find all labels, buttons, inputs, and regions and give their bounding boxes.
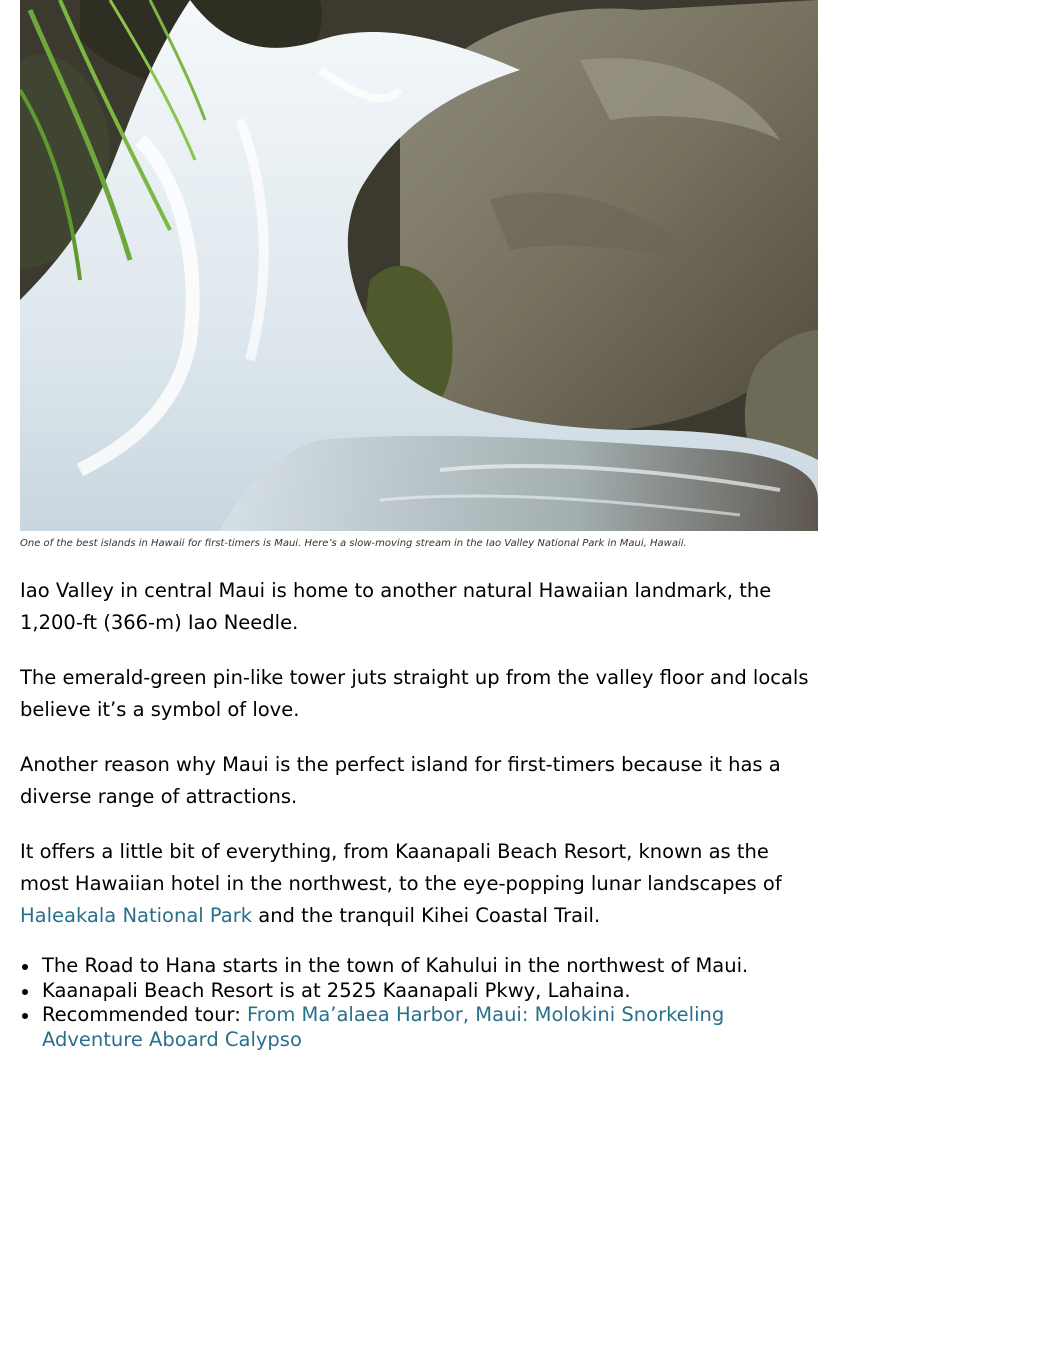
paragraph-attractions: [20, 836, 818, 932]
list-item: [20, 954, 818, 979]
list-item-road-to-hana: The Road to Hana starts in the town of Kahului in the northwest of Maui.: [42, 954, 749, 977]
haleakala-national-park-link[interactable]: Haleakala National Park: [20, 904, 253, 927]
list-item-kaanapali-address: Kaanapali Beach Resort is at 2525 Kaanapali Pkwy, Lahaina.: [42, 978, 631, 1002]
bullet-icon: [22, 989, 28, 995]
paragraph-maui-reason: Another reason why Maui is the perfect island for first-timers because it has a diverse range of attractions.: [20, 753, 781, 808]
molokini-snorkeling-tour-link[interactable]: From Ma’alaea Harbor, Maui: Molokini Snorkeling Adventure Aboard Calypso: [42, 1003, 725, 1051]
list-item: [20, 1003, 818, 1052]
paragraph-attractions-text-before: It offers a little bit of everything, from Kaanapali Beach Resort, known as the most Hawaiian hotel in the northwest, to the eye-popping lunar landscapes of: [20, 840, 782, 895]
bullet-icon: [22, 1013, 28, 1019]
list-item: [20, 979, 818, 1004]
article: [20, 0, 818, 1052]
tips-list: [20, 954, 818, 1052]
paragraph-iao-needle: The emerald-green pin-like tower juts straight up from the valley floor and locals believe it’s a symbol of love.: [20, 666, 809, 721]
bullet-icon: [22, 964, 28, 970]
waterfall-photo: [20, 0, 818, 531]
paragraph-attractions-text-after: and the tranquil Kihei Coastal Trail.: [252, 904, 601, 927]
photo-caption: One of the best islands in Hawaii for first-timers is Maui. Here’s a slow-moving stream in the Iao Valley National Park in Maui, Hawaii.: [20, 538, 687, 549]
recommended-tour-label: Recommended tour:: [42, 1003, 247, 1026]
paragraph-iao-valley: Iao Valley in central Maui is home to another natural Hawaiian landmark, the 1,200-ft (366-m) Iao Needle.: [20, 579, 772, 634]
